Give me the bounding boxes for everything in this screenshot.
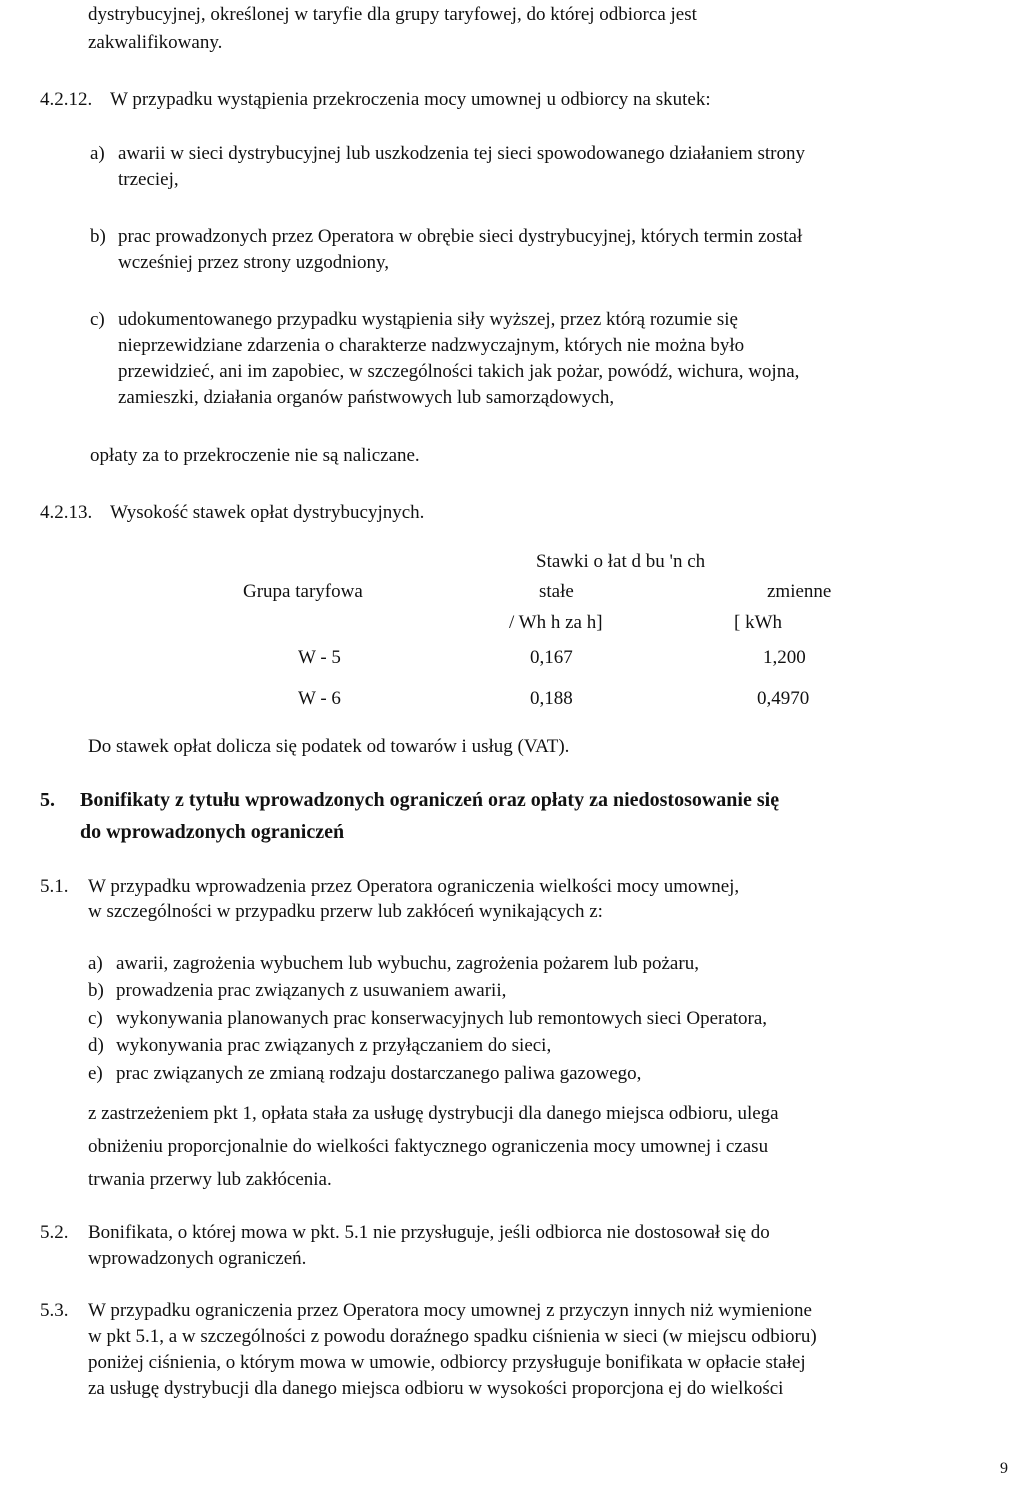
table-header-group: Grupa taryfowa [243, 581, 363, 602]
list-item-label-5-1-d: d) [88, 1035, 104, 1056]
section-title-5-line-2: do wprowadzonych ograniczeń [80, 821, 345, 843]
page-number: 9 [1000, 1460, 1008, 1477]
section-5-2-line-2: wprowadzonych ograniczeń. [88, 1248, 307, 1269]
list-item-label-b: b) [90, 226, 106, 247]
section-number-5: 5. [40, 789, 55, 811]
section-number-5-1: 5.1. [40, 876, 69, 897]
table-row-w6-group: W - 6 [298, 688, 341, 709]
section-number-5-2: 5.2. [40, 1222, 69, 1243]
section-number-5-3: 5.3. [40, 1300, 69, 1321]
intro-line-1: dystrybucyjnej, określonej w taryfie dla grupy taryfowej, do której odbiorca jest [88, 4, 697, 25]
intro-line-2: zakwalifikowany. [88, 32, 223, 53]
section-5-1-line-2: w szczególności w przypadku przerw lub zakłóceń wynikających z: [88, 901, 603, 922]
list-item-c-line-1: udokumentowanego przypadku wystąpienia siły wyższej, przez którą rozumie się [118, 309, 738, 330]
table-unit-fixed: / Wh h za h] [509, 612, 603, 633]
section-5-1-closing-line-3: trwania przerwy lub zakłócenia. [88, 1169, 332, 1190]
section-5-3-line-1: W przypadku ograniczenia przez Operatora mocy umownej z przyczyn innych niż wymienione [88, 1300, 812, 1321]
section-text-4-2-12: W przypadku wystąpienia przekroczenia mocy umownej u odbiorcy na skutek: [110, 89, 711, 110]
list-item-a-line-2: trzeciej, [118, 169, 179, 190]
section-5-1-closing-line-1: z zastrzeżeniem pkt 1, opłata stała za usługę dystrybucji dla danego miejsca odbioru, ulega [88, 1103, 779, 1124]
table-row-w6-variable: 0,4970 [757, 688, 810, 709]
list-item-5-1-c: wykonywania planowanych prac konserwacyjnych lub remontowych sieci Operatora, [116, 1008, 768, 1029]
list-item-5-1-a: awarii, zagrożenia wybuchem lub wybuchu, zagrożenia pożarem lub pożaru, [116, 953, 699, 974]
section-text-4-2-13: Wysokość stawek opłat dystrybucyjnych. [110, 502, 425, 523]
section-5-3-line-4: za usługę dystrybucji dla danego miejsca odbioru w wysokości proporcjona ej do wielkości [88, 1378, 784, 1399]
list-item-label-5-1-b: b) [88, 980, 104, 1001]
list-item-label-c: c) [90, 309, 105, 330]
table-row-w5-fixed: 0,167 [530, 647, 573, 668]
list-item-label-5-1-e: e) [88, 1063, 103, 1084]
list-item-c-line-4: zamieszki, działania organów państwowych lub samorządowych, [118, 387, 615, 408]
list-item-5-1-e: prac związanych ze zmianą rodzaju dostarczanego paliwa gazowego, [116, 1063, 642, 1084]
table-row-w5-group: W - 5 [298, 647, 341, 668]
section-5-2-line-1: Bonifikata, o której mowa w pkt. 5.1 nie przysługuje, jeśli odbiorca nie dostosował się do [88, 1222, 770, 1243]
table-header-fixed: stałe [539, 581, 574, 602]
table-row-w6-fixed: 0,188 [530, 688, 573, 709]
list-item-b-line-2: wcześniej przez strony uzgodniony, [118, 252, 390, 273]
list-item-5-1-b: prowadzenia prac związanych z usuwaniem awarii, [116, 980, 507, 1001]
list-item-5-1-d: wykonywania prac związanych z przyłączaniem do sieci, [116, 1035, 552, 1056]
section-number-4-2-13: 4.2.13. [40, 502, 93, 523]
table-group-header: Stawki o łat d bu 'n ch [536, 551, 706, 572]
section-number-4-2-12: 4.2.12. [40, 89, 93, 110]
closing-text-4-2-12: opłaty za to przekroczenie nie są naliczane. [90, 445, 420, 466]
table-unit-variable: [ kWh [734, 612, 783, 633]
list-item-c-line-3: przewidzieć, ani im zapobiec, w szczególności takich jak pożar, powódź, wichura, wojna, [118, 361, 800, 382]
list-item-label-5-1-a: a) [88, 953, 103, 974]
list-item-label-a: a) [90, 143, 105, 164]
table-header-variable: zmienne [767, 581, 832, 602]
section-5-1-line-1: W przypadku wprowadzenia przez Operatora ograniczenia wielkości mocy umownej, [88, 876, 740, 897]
list-item-a-line-1: awarii w sieci dystrybucyjnej lub uszkodzenia tej sieci spowodowanego działaniem strony [118, 143, 805, 164]
list-item-b-line-1: prac prowadzonych przez Operatora w obrębie sieci dystrybucyjnej, których termin został [118, 226, 803, 247]
list-item-c-line-2: nieprzewidziane zdarzenia o charakterze nadzwyczajnym, których nie można było [118, 335, 745, 356]
vat-note: Do stawek opłat dolicza się podatek od towarów i usług (VAT). [88, 736, 570, 757]
list-item-label-5-1-c: c) [88, 1008, 103, 1029]
section-5-1-closing-line-2: obniżeniu proporcjonalnie do wielkości faktycznego ograniczenia mocy umownej i czasu [88, 1136, 769, 1157]
section-title-5-line-1: Bonifikaty z tytułu wprowadzonych ograniczeń oraz opłaty za niedostosowanie się [80, 789, 780, 811]
section-5-3-line-3: poniżej ciśnienia, o którym mowa w umowie, odbiorcy przysługuje bonifikata w opłacie stałej [88, 1352, 806, 1373]
table-row-w5-variable: 1,200 [763, 647, 806, 668]
section-5-3-line-2: w pkt 5.1, a w szczególności z powodu doraźnego spadku ciśnienia w sieci (w miejscu odbioru) [88, 1326, 817, 1347]
